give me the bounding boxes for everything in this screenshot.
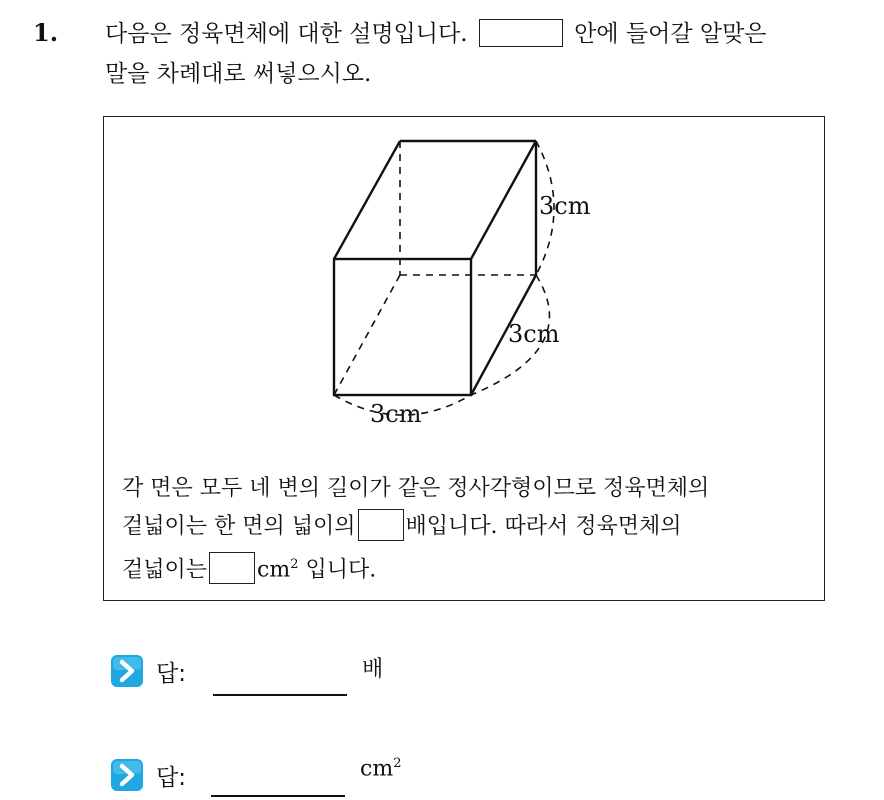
answer-label-1: 답: [156, 660, 186, 687]
answer-label-2: 답: [156, 764, 186, 791]
width-label: 3cm [370, 400, 422, 428]
answer-blank-box [479, 19, 563, 47]
description-text [122, 470, 812, 589]
question-text [105, 14, 875, 94]
answer-row-1 [110, 651, 186, 691]
question-text-part2: 안에 들어갈 알맞은 [574, 21, 767, 47]
question-text-line2: 말을 차례대로 써넣으시오. [105, 61, 372, 87]
answer-input-2[interactable] [211, 795, 345, 797]
answer-unit-2-base: cm [360, 756, 394, 782]
cube-hidden-diagonal [334, 275, 400, 395]
cube-figure [104, 117, 826, 457]
problem-box [103, 116, 825, 601]
area-unit-exponent: 2 [290, 557, 299, 572]
multiplier-blank-box [358, 509, 404, 541]
chevron-right-icon [110, 758, 144, 792]
description-line3-end: 입니다. [298, 557, 377, 583]
area-blank-box [209, 552, 255, 584]
answer-unit-1: 배 [362, 657, 384, 682]
cube-top-right-edge [471, 141, 536, 259]
description-line3-start: 겉넓이는 [122, 557, 208, 583]
answer-unit-2-exponent: 2 [393, 756, 402, 771]
answer-row-2 [110, 755, 186, 795]
chevron-right-icon [110, 654, 144, 688]
answer-unit-2 [360, 756, 401, 781]
cube-front-face [334, 259, 471, 395]
cube-top-left-edge [334, 141, 400, 259]
description-line1: 각 면은 모두 네 변의 길이가 같은 정사각형이므로 정육면체의 [122, 476, 710, 501]
height-label: 3cm [539, 192, 591, 220]
question-number: 1. [33, 18, 59, 47]
description-line2-start: 겉넓이는 한 면의 넓이의 [122, 514, 356, 539]
answer-input-1[interactable] [213, 694, 347, 696]
description-line2-end: 배입니다. 따라서 정육면체의 [405, 514, 682, 539]
question-text-part1: 다음은 정육면체에 대한 설명입니다. [105, 21, 468, 47]
depth-label: 3cm [508, 320, 560, 348]
area-unit: cm [257, 557, 291, 583]
